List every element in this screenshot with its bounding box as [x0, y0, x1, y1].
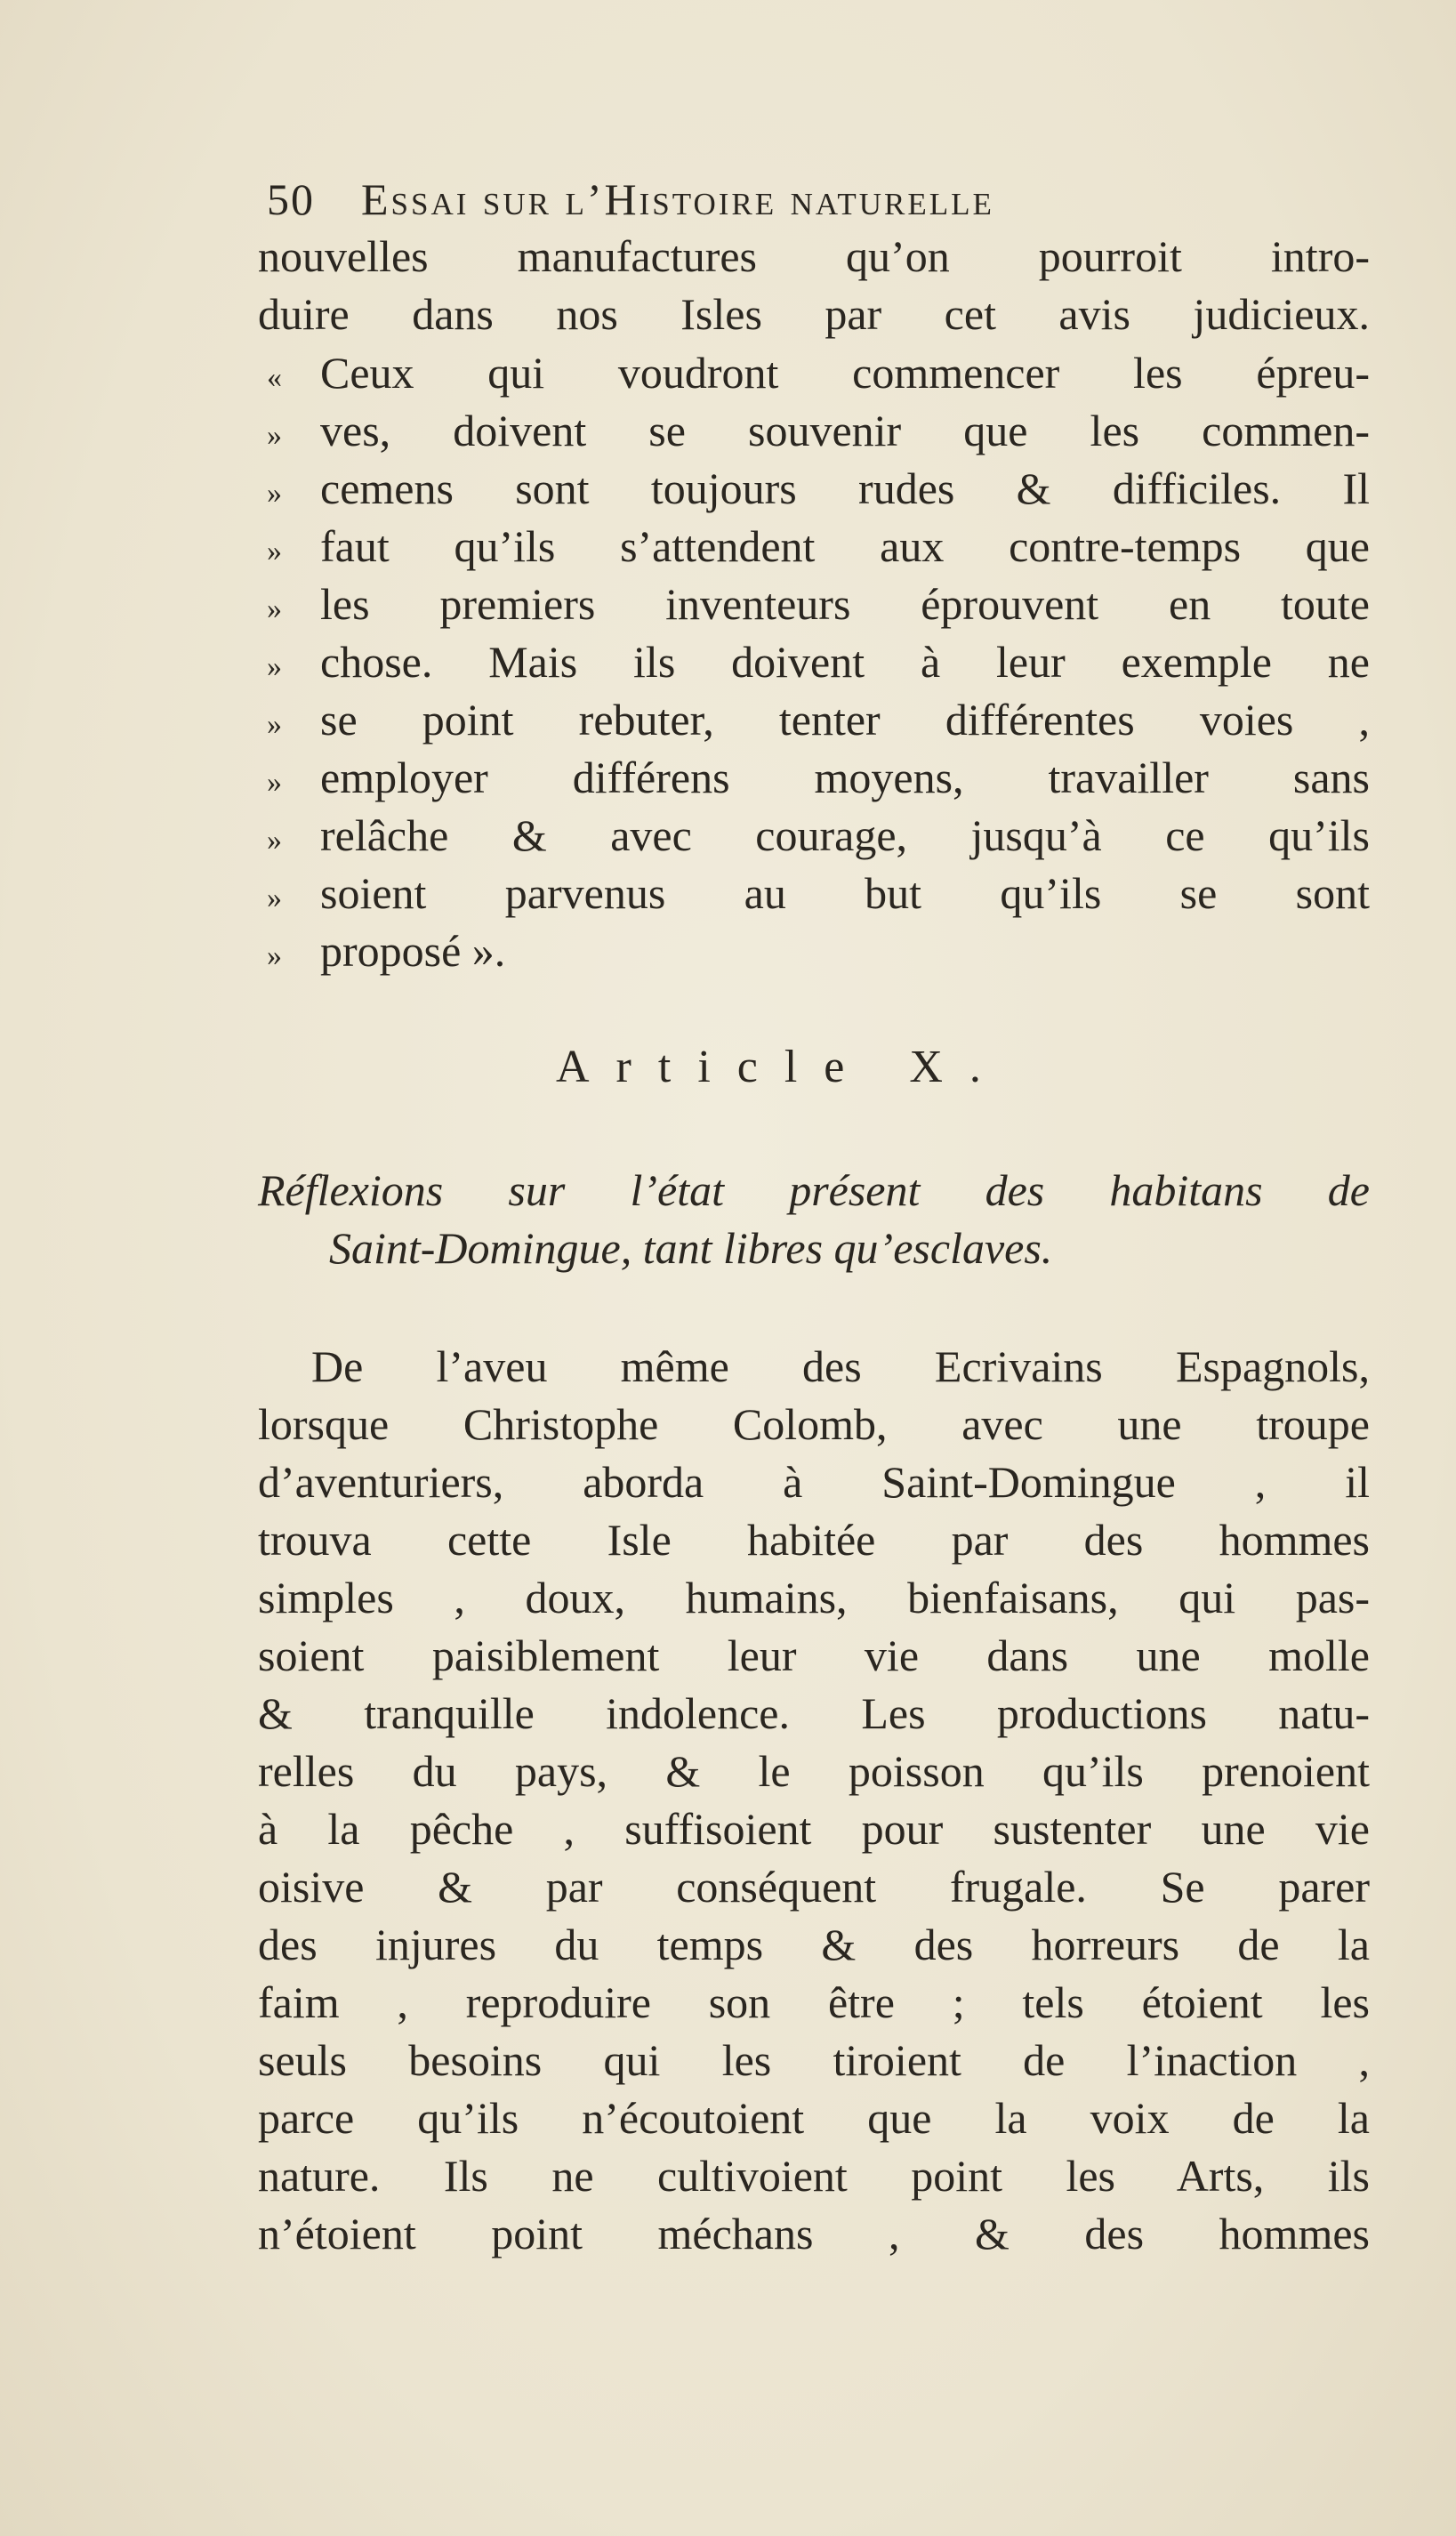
quote-line-text: chose. Mais ils doivent à leur exemple ne	[320, 637, 1370, 687]
quote-line-text: employer différens moyens, travailler sans	[320, 753, 1370, 802]
quote-line	[267, 692, 1370, 747]
quote-mark: »	[267, 765, 282, 799]
quote-mark: »	[267, 592, 282, 625]
text-line: d’aventuriers, aborda à Saint-Domingue , il	[258, 1457, 1370, 1507]
quote-line	[267, 403, 1370, 458]
quote-mark: »	[267, 938, 282, 972]
quote-line	[267, 923, 1370, 978]
quote-mark: »	[267, 707, 282, 741]
quote-line-text: proposé ».	[320, 926, 506, 976]
text-line: oisive & par conséquent frugale. Se parer	[258, 1862, 1370, 1912]
quote-line-text: les premiers inventeurs éprouvent en toute	[320, 579, 1370, 629]
text-line: duire dans nos Isles par cet avis judicieux.	[258, 289, 1370, 339]
quote-mark: »	[267, 649, 282, 683]
article-subtitle: Saint-Domingue, tant libres qu’esclaves.	[329, 1223, 1053, 1273]
quote-line	[267, 576, 1370, 632]
text-line: parce qu’ils n’écoutoient que la voix de la	[258, 2093, 1370, 2143]
page-number: 50	[267, 174, 315, 224]
quote-line-text: soient parvenus au but qu’ils se sont	[320, 868, 1370, 918]
article-heading: Article X.	[556, 1042, 1008, 1092]
text-line: seuls besoins qui les tiroient de l’inaction ,	[258, 2035, 1370, 2085]
text-line: à la pêche , suffisoient pour sustenter une vie	[258, 1804, 1370, 1854]
quote-line	[267, 519, 1370, 574]
text-line: De l’aveu même des Ecrivains Espagnols,	[311, 1341, 1370, 1391]
quote-line-text: cemens sont toujours rudes & difficiles. Il	[320, 463, 1370, 513]
text-line: simples , doux, humains, bienfaisans, qui pas-	[258, 1573, 1370, 1622]
quote-line	[267, 345, 1370, 400]
quote-line	[267, 461, 1370, 516]
text-line: trouva cette Isle habitée par des hommes	[258, 1515, 1370, 1565]
quote-line-text: Ceux qui voudront commencer les épreu-	[320, 348, 1370, 398]
quote-mark: «	[267, 360, 282, 394]
quote-line-text: faut qu’ils s’attendent aux contre-temps que	[320, 521, 1370, 571]
running-head	[267, 173, 1370, 236]
text-line: n’étoient point méchans , & des hommes	[258, 2209, 1370, 2258]
article-subtitle: Réflexions sur l’état présent des habitans de	[258, 1165, 1370, 1215]
text-line: lorsque Christophe Colomb, avec une troupe	[258, 1399, 1370, 1449]
text-line: relles du pays, & le poisson qu’ils prenoient	[258, 1746, 1370, 1796]
running-head-title: Essai sur l’Histoire naturelle	[361, 174, 994, 224]
quote-line	[267, 808, 1370, 863]
quote-mark: »	[267, 418, 282, 452]
text-line: faim , reproduire son être ; tels étoient les	[258, 1977, 1370, 2027]
quote-mark: »	[267, 823, 282, 857]
quote-line-text: se point rebuter, tenter différentes voies ,	[320, 695, 1370, 745]
quote-mark: »	[267, 881, 282, 914]
quote-mark: »	[267, 476, 282, 510]
quote-line-text: ves, doivent se souvenir que les commen-	[320, 406, 1370, 455]
quote-line-text: relâche & avec courage, jusqu’à ce qu’ils	[320, 810, 1370, 860]
text-line: nouvelles manufactures qu’on pourroit intro-	[258, 231, 1370, 281]
text-line: soient paisiblement leur vie dans une molle	[258, 1630, 1370, 1680]
text-line: nature. Ils ne cultivoient point les Arts, ils	[258, 2151, 1370, 2201]
quote-line	[267, 865, 1370, 921]
quote-line	[267, 634, 1370, 689]
quote-mark: »	[267, 534, 282, 568]
quote-line	[267, 750, 1370, 805]
text-line: des injures du temps & des horreurs de la	[258, 1920, 1370, 1969]
text-line: & tranquille indolence. Les productions natu-	[258, 1688, 1370, 1738]
